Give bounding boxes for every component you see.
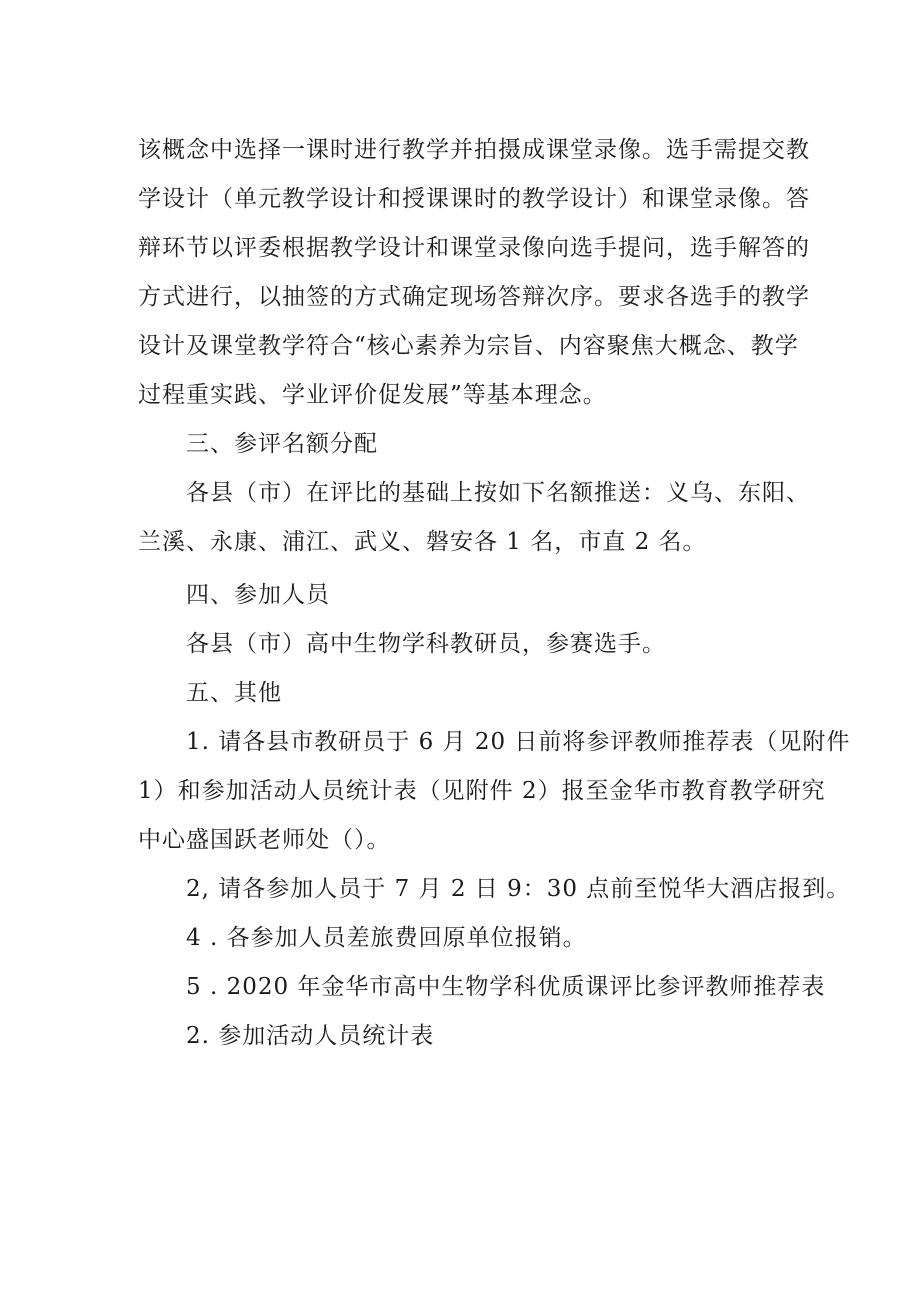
section-heading: 四、参加人员	[186, 582, 330, 608]
list-item: 4 . 各参加人员差旅费回原单位报销。	[186, 925, 587, 951]
body-line: 1）和参加活动人员统计表（见附件 2）报至金华市教育教学研究	[138, 778, 826, 804]
body-line: 方式进行，以抽签的方式确定现场答辩次序。要求各选手的教学	[138, 284, 810, 310]
section-heading: 三、参评名额分配	[186, 431, 378, 457]
body-line: 设计及课堂教学符合“核心素养为宗旨、内容聚焦大概念、教学	[138, 333, 799, 359]
body-line: 各县（市）在评比的基础上按如下名额推送：义乌、东阳、	[186, 480, 810, 506]
body-line: 各县（市）高中生物学科教研员，参赛选手。	[186, 631, 666, 657]
list-item: 2. 参加活动人员统计表	[186, 1023, 435, 1049]
section-heading: 五、其他	[186, 680, 282, 706]
body-line: 学设计（单元教学设计和授课课时的教学设计）和课堂录像。答	[138, 186, 810, 212]
body-line: 中心盛国跃老师处（）。	[138, 827, 391, 853]
list-item: 1. 请各县市教研员于 6 月 20 日前将参评教师推荐表（见附件	[186, 729, 851, 755]
body-line: 过程重实践、学业评价促发展”等基本理念。	[138, 382, 607, 408]
body-line: 辩环节以评委根据教学设计和课堂录像向选手提问，选手解答的	[138, 235, 810, 261]
list-item: 2, 请各参加人员于 7 月 2 日 9：30 点前至悦华大酒店报到。	[186, 876, 851, 902]
body-line: 该概念中选择一课时进行教学并拍摄成课堂录像。选手需提交教	[138, 137, 810, 163]
body-line: 兰溪、永康、浦江、武义、磐安各 1 名，市直 2 名。	[138, 529, 707, 555]
list-item: 5 . 2020 年金华市高中生物学科优质课评比参评教师推荐表	[186, 974, 826, 1000]
